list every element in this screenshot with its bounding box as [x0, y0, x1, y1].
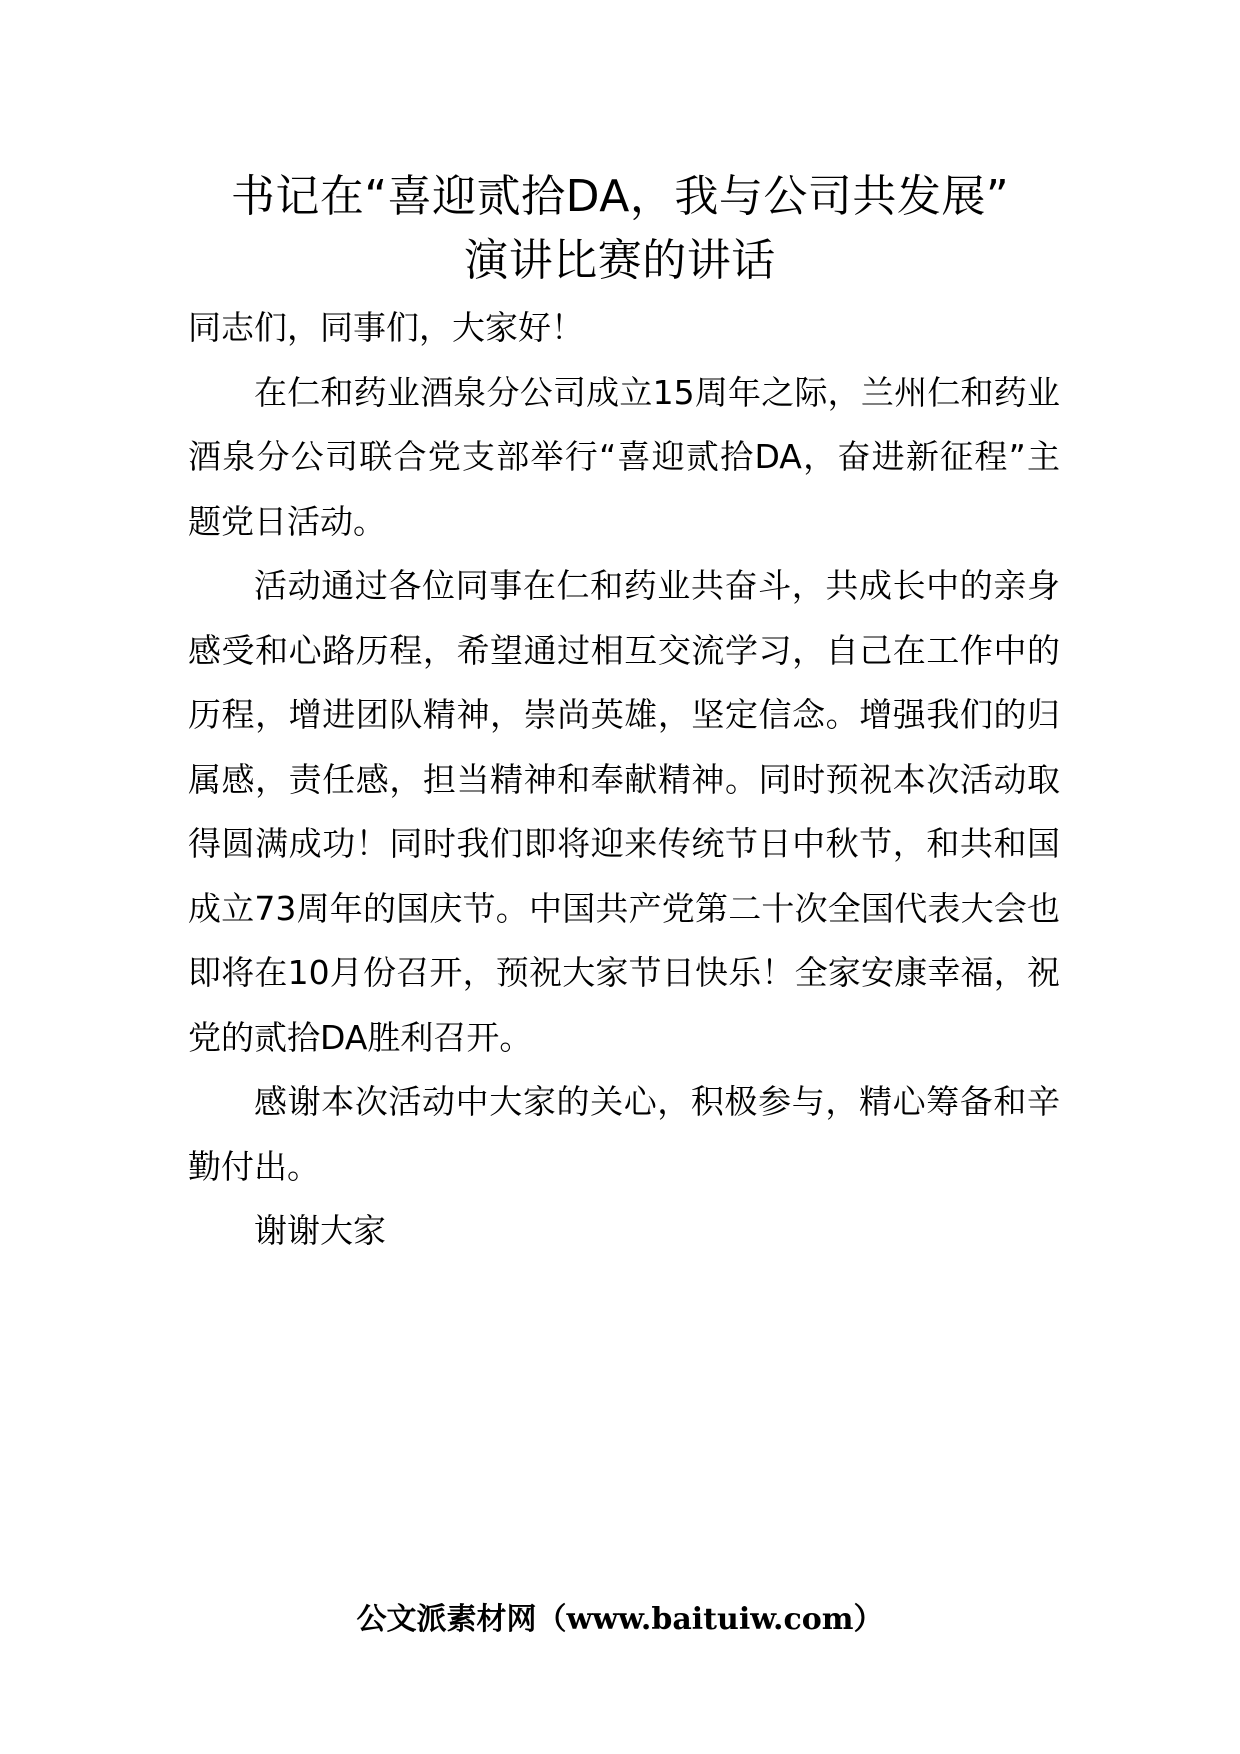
document-title-line-1: 书记在“喜迎贰拾DA，我与公司共发展”: [230, 171, 1010, 222]
paragraph-activity: 活动通过各位同事在仁和药业共奋斗，共成长中的亲身感受和心路历程，希望通过相互交流学习，自己在工作中的历程，增进团队精神，崇尚英雄，坚定信念。增强我们的归属感，责任感，担当精神和奉献精神。同时预祝本次活动取得圆满成功！同时我们即将迎来传统节日中秋节，和共和国成立73周年的国庆节。中国共产党第二十次全国代表大会也即将在10月份召开，预祝大家节日快乐！全家安康幸福，祝党的贰拾DA胜利召开。: [188, 566, 1060, 1057]
document-body: [188, 296, 1060, 1264]
paragraph-closing: 谢谢大家: [254, 1211, 386, 1250]
footer-source: 公文派素材网（www.baituiw.com）: [356, 1602, 884, 1637]
paragraph-intro: 在仁和药业酒泉分公司成立15周年之际，兰州仁和药业酒泉分公司联合党支部举行“喜迎贰拾DA，奋进新征程”主题党日活动。: [188, 372, 1060, 541]
greeting: 同志们，同事们，大家好！: [188, 308, 584, 347]
document-title-line-2: 演讲比赛的讲话: [464, 235, 776, 286]
paragraph-thanks: 感谢本次活动中大家的关心，积极参与，精心筹备和辛勤付出。: [188, 1082, 1060, 1186]
